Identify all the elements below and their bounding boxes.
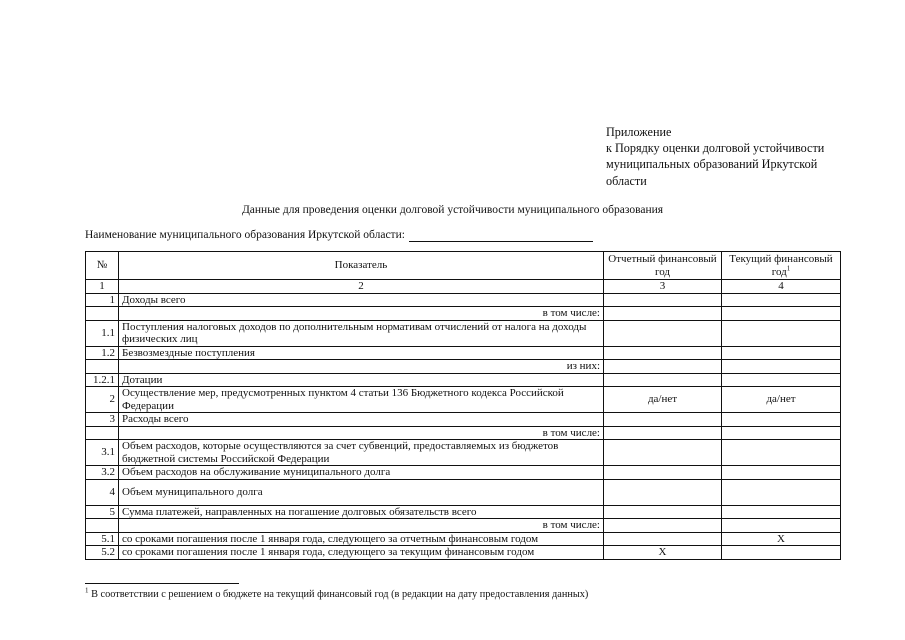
row-subheading: в том числе: xyxy=(119,519,604,533)
row-current-value xyxy=(722,346,841,360)
footnote xyxy=(85,586,589,601)
row-num: 3.2 xyxy=(86,466,119,480)
index-cell: 1 xyxy=(86,280,119,294)
row-indicator: Сумма платежей, направленных на погашение долговых обязательств всего xyxy=(119,505,604,519)
row-num: 3.1 xyxy=(86,440,119,466)
table-row xyxy=(86,505,841,519)
header-indicator: Показатель xyxy=(119,252,604,280)
row-current-value xyxy=(722,320,841,346)
table-row xyxy=(86,426,841,440)
index-cell: 3 xyxy=(604,280,722,294)
row-indicator: со сроками погашения после 1 января года, следующего за отчетным финансовым годом xyxy=(119,532,604,546)
row-num: 1.2 xyxy=(86,346,119,360)
row-num: 1.2.1 xyxy=(86,373,119,387)
row-indicator: Объем муниципального долга xyxy=(119,479,604,505)
municipality-name-line xyxy=(85,228,593,242)
table-row xyxy=(86,293,841,307)
row-current-value: Х xyxy=(722,532,841,546)
table-row xyxy=(86,346,841,360)
row-current-value xyxy=(722,307,841,321)
row-reporting-value: да/нет xyxy=(604,387,722,413)
table-row xyxy=(86,373,841,387)
footnote-text: В соответствии с решением о бюджете на текущий финансовый год (в редакции на дату предоставления данных) xyxy=(88,589,589,600)
row-reporting-value xyxy=(604,519,722,533)
table-row xyxy=(86,413,841,427)
row-current-value xyxy=(722,519,841,533)
appendix-line-3: муниципальных образований Иркутской xyxy=(606,157,818,172)
row-num: 4 xyxy=(86,479,119,505)
municipality-name-blank xyxy=(409,229,593,242)
index-cell: 2 xyxy=(119,280,604,294)
municipality-name-label: Наименование муниципального образования Иркутской области: xyxy=(85,229,405,241)
table-row xyxy=(86,387,841,413)
row-reporting-value xyxy=(604,532,722,546)
row-current-value xyxy=(722,479,841,505)
row-current-value xyxy=(722,546,841,560)
row-reporting-value xyxy=(604,466,722,480)
table-row xyxy=(86,307,841,321)
header-reporting-year: Отчетный финансовый год xyxy=(604,252,722,280)
table-row xyxy=(86,440,841,466)
row-reporting-value xyxy=(604,373,722,387)
row-reporting-value xyxy=(604,320,722,346)
row-current-value xyxy=(722,426,841,440)
row-current-value xyxy=(722,505,841,519)
row-indicator: Безвозмездные поступления xyxy=(119,346,604,360)
footnote-number: 1 xyxy=(85,586,89,595)
row-subheading: в том числе: xyxy=(119,426,604,440)
row-current-value: да/нет xyxy=(722,387,841,413)
table-row xyxy=(86,519,841,533)
row-reporting-value xyxy=(604,346,722,360)
row-reporting-value xyxy=(604,360,722,374)
table-row xyxy=(86,320,841,346)
table-row xyxy=(86,466,841,480)
row-indicator: Расходы всего xyxy=(119,413,604,427)
row-reporting-value xyxy=(604,479,722,505)
index-cell: 4 xyxy=(722,280,841,294)
row-reporting-value xyxy=(604,413,722,427)
footnote-divider xyxy=(85,583,239,584)
footnote-mark: 1 xyxy=(786,263,791,272)
row-indicator: Осуществление мер, предусмотренных пунктом 4 статьи 136 Бюджетного кодекса Российской Федерации xyxy=(119,387,604,413)
row-indicator: Объем расходов на обслуживание муниципального долга xyxy=(119,466,604,480)
appendix-line-2: к Порядку оценки долговой устойчивости xyxy=(606,141,825,156)
row-reporting-value: Х xyxy=(604,546,722,560)
row-subheading: из них: xyxy=(119,360,604,374)
row-reporting-value xyxy=(604,426,722,440)
index-row xyxy=(86,280,841,294)
row-num: 3 xyxy=(86,413,119,427)
row-reporting-value xyxy=(604,505,722,519)
row-indicator: Дотации xyxy=(119,373,604,387)
row-num xyxy=(86,307,119,321)
header-current-year xyxy=(722,252,841,280)
row-reporting-value xyxy=(604,307,722,321)
row-num: 2 xyxy=(86,387,119,413)
row-num xyxy=(86,426,119,440)
row-indicator: Объем расходов, которые осуществляются за счет субвенций, предоставляемых из бюджетов бюджетной системы Российской Федерации xyxy=(119,440,604,466)
table-row xyxy=(86,360,841,374)
row-indicator: Доходы всего xyxy=(119,293,604,307)
data-table xyxy=(85,251,841,560)
table-header-row xyxy=(86,252,841,280)
document-title: Данные для проведения оценки долговой устойчивости муниципального образования xyxy=(241,204,664,216)
row-reporting-value xyxy=(604,440,722,466)
header-num: № xyxy=(86,252,119,280)
row-indicator: со сроками погашения после 1 января года, следующего за текущим финансовым годом xyxy=(119,546,604,560)
row-current-value xyxy=(722,293,841,307)
appendix-line-1: Приложение xyxy=(606,125,672,139)
row-current-value xyxy=(722,360,841,374)
row-current-value xyxy=(722,413,841,427)
row-reporting-value xyxy=(604,293,722,307)
table-row xyxy=(86,479,841,505)
row-num: 5.2 xyxy=(86,546,119,560)
table-row xyxy=(86,532,841,546)
row-indicator: Поступления налоговых доходов по дополнительным нормативам отчислений от налога на доходы физических лиц xyxy=(119,320,604,346)
row-num: 1.1 xyxy=(86,320,119,346)
row-num: 5 xyxy=(86,505,119,519)
table-row xyxy=(86,546,841,560)
appendix-block xyxy=(606,124,842,189)
row-num xyxy=(86,360,119,374)
row-current-value xyxy=(722,440,841,466)
row-num xyxy=(86,519,119,533)
header-current-year-label: Текущий финансовый год xyxy=(729,253,833,278)
row-current-value xyxy=(722,466,841,480)
row-subheading: в том числе: xyxy=(119,307,604,321)
row-num: 5.1 xyxy=(86,532,119,546)
row-current-value xyxy=(722,373,841,387)
appendix-line-4: области xyxy=(606,173,647,188)
row-num: 1 xyxy=(86,293,119,307)
